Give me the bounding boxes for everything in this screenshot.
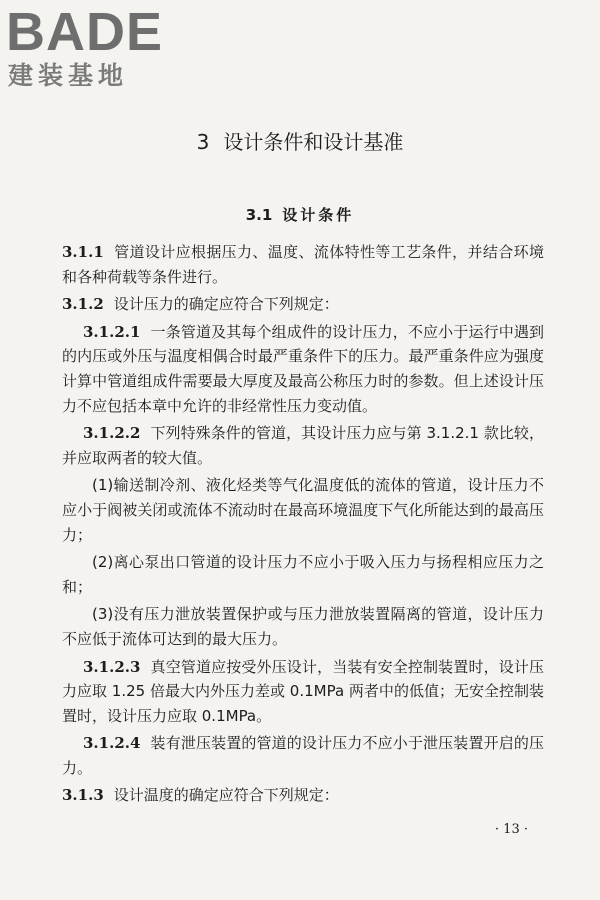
clause-paragraph xyxy=(62,731,544,780)
list-item-text: (3)没有压力泄放装置保护或与压力泄放装置隔离的管道，设计压力不应低于流体可达到的最大压力。 xyxy=(62,605,544,648)
clause-number: 3.1.2.3 xyxy=(83,657,141,676)
list-item xyxy=(62,602,544,651)
clause-paragraph xyxy=(62,783,544,808)
section-title-text: 设计条件 xyxy=(282,206,355,224)
list-item-text: (1)输送制冷剂、液化烃类等气化温度低的流体的管道，设计压力不应小于阀被关闭或流体不流动时在最高环境温度下气化所能达到的最高压力； xyxy=(62,476,544,544)
clause-number: 3.1.1 xyxy=(62,243,104,261)
section-title xyxy=(0,204,600,226)
chapter-number: 3 xyxy=(196,130,210,154)
clause-text: 真空管道应按受外压设计，当装有安全控制装置时，设计压力应取 1.25 倍最大内外压力差或 0.1MPa 两者中的低值；无安全控制装置时，设计压力应取 0.1MPa。 xyxy=(62,657,544,725)
section-number: 3.1 xyxy=(245,206,273,224)
clause-paragraph xyxy=(62,421,544,470)
clause-text: 设计压力的确定应符合下列规定： xyxy=(113,295,339,314)
clause-number: 3.1.2.4 xyxy=(83,734,141,753)
clause-paragraph xyxy=(62,292,544,317)
clause-text: 一条管道及其每个组成件的设计压力，不应小于运行中遇到的内压或外压与温度相偶合时最严重条件下的压力。最严重条件应为强度计算中管道组成件需要最大厚度及最高公称压力时的参数。但上述设计压力不应包括本章中允许的非经常性压力变动值。 xyxy=(62,322,544,415)
clause-number: 3.1.3 xyxy=(62,786,104,805)
clause-text: 下列特殊条件的管道，其设计压力应与第 3.1.2.1 款比较，并应取两者的较大值。 xyxy=(62,424,544,467)
chapter-title xyxy=(0,128,600,156)
page-number: · 13 · xyxy=(494,822,528,837)
clause-paragraph xyxy=(62,320,544,418)
bade-logo xyxy=(6,4,176,90)
list-item xyxy=(62,550,544,599)
clause-text: 装有泄压装置的管道的设计压力不应小于泄压装置开启的压力。 xyxy=(62,734,544,777)
clause-text: 管道设计应根据压力、温度、流体特性等工艺条件，并结合环境和各种荷载等条件进行。 xyxy=(62,243,544,286)
list-item xyxy=(62,473,544,547)
clause-paragraph xyxy=(62,655,544,729)
clause-number: 3.1.2.1 xyxy=(83,322,141,341)
logo-subtitle: 建装基地 xyxy=(8,61,129,90)
clause-number: 3.1.2.2 xyxy=(83,424,141,443)
list-item-text: (2)离心泵出口管道的设计压力不应小于吸入压力与扬程相应压力之和； xyxy=(62,553,544,596)
clause-paragraph xyxy=(62,240,544,289)
logo-wordmark: BADE xyxy=(6,2,164,62)
clause-text: 设计温度的确定应符合下列规定： xyxy=(113,786,339,805)
clause-number: 3.1.2 xyxy=(62,295,104,314)
body-content xyxy=(62,240,544,811)
chapter-title-text: 设计条件和设计基准 xyxy=(223,130,404,154)
